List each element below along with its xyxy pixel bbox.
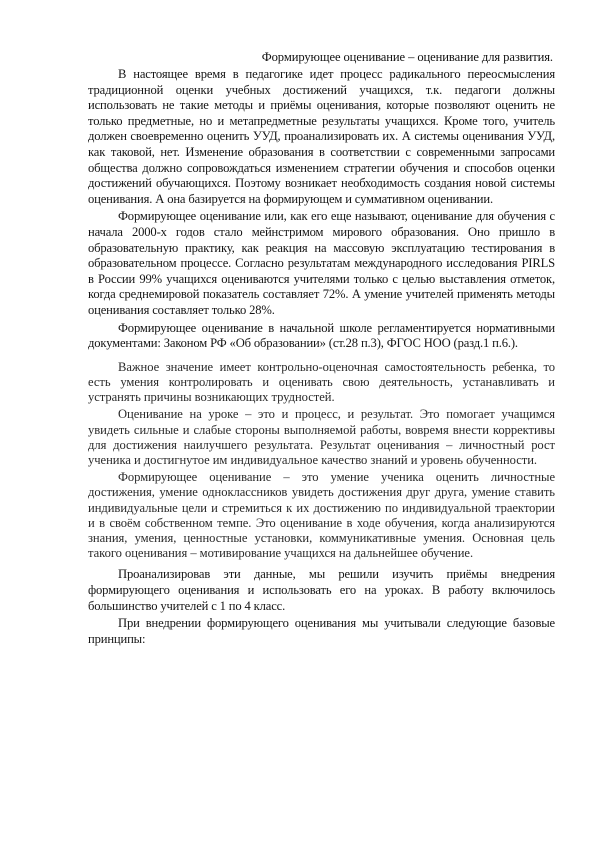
paragraph-3: Формирующее оценивание в начальной школе регламентируется нормативными документами: Законом РФ «Об образовании» (ст.28 п.3), ФГОС НОО (разд.1 п.6.). — [88, 320, 555, 351]
document-title: Формирующее оценивание – оценивание для развития. — [261, 50, 553, 64]
paragraph-6: Формирующее оценивание – это умение ученика оценить личностные достижения, умение одноклассников увидеть достижения друг друга, умение ставить индивидуальные цели и стремиться к их достижению по индивидуальной траектории и в своём собственном темпе. Это оценивание в ходе обучения, когда анализируются знания, умения, ценностные установки, коммуникативные умения. Основная цель такого оценивания – мотивирование учащихся на дальнейшее обучение. — [88, 470, 555, 561]
paragraph-5: Оценивание на уроке – это и процесс, и результат. Это помогает учащимся увидеть сильные и слабые стороны выполняемой работы, вовремя внести коррективы для достижения наилучшего результата. Результат оценивания – личностный рост ученика и достигнутое им индивидуальное качество знаний и уровень обученности. — [88, 407, 555, 467]
paragraph-4: Важное значение имеет контрольно-оценочная самостоятельность ребенка, то есть умения контролировать и оценивать свою деятельность, устанавливать и устранять причины возникающих трудностей. — [88, 359, 555, 405]
paragraph-2: Формирующее оценивание или, как его еще называют, оценивание для обучения с начала 2000-х годов стало мейнстримом мирового образования. Оно пришло в образовательную практику, как реакция на массовую эксплуатацию тестирования в образовательном процессе. Согласно результатам международного исследования PIRLS в России 99% учащихся оцениваются учителями только с целью выставления отметок, когда среднемировой показатель составляет 72%. А умение учителей применять методы оценивания составляет только 28%. — [88, 209, 555, 317]
paragraph-8: При внедрении формирующего оценивания мы учитывали следующие базовые принципы: — [88, 616, 555, 646]
paragraph-1: В настоящее время в педагогике идет процесс радикального переосмысления традиционной оценки учебных достижений учащихся, т.к. педагоги должны использовать не такие методы и приёмы оценивания, которые позволяют оценить не только предметные, но и метапредметные результаты учащихся. Кроме того, учитель должен своевременно оценить УУД, проанализировать их. А системы оценивания УУД, как таковой, нет. Изменение образования в соответствии с современными запросами общества должно сопровождаться изменением стратегии обучения и способов оценки достижений обучающихся. Поэтому возникает необходимость создания новой системы оценивания. А она базируется на формирующем и суммативном оценивании. — [88, 67, 555, 206]
paragraph-7: Проанализировав эти данные, мы решили изучить приёмы внедрения формирующего оценивания и использовать его на уроках. В работу включилось большинство учителей с 1 по 4 класс. — [88, 567, 555, 613]
